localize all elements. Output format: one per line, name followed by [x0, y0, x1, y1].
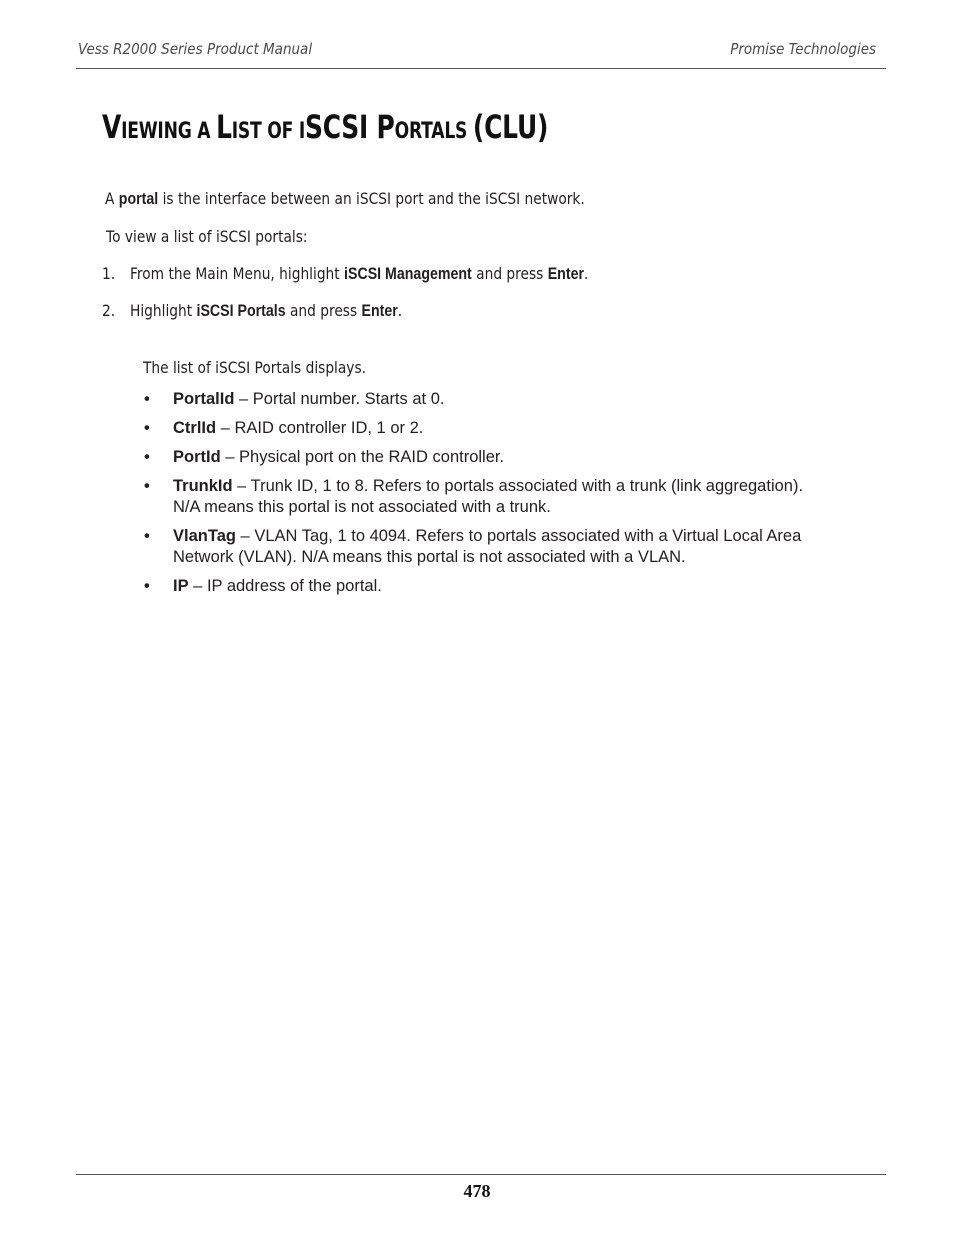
bullet: •: [144, 527, 150, 545]
portal-field-list: [144, 389, 804, 597]
list-intro: The list of iSCSI Portals displays.: [143, 358, 366, 377]
step-2: Highlight iSCSI Portals and press Enter.: [130, 301, 403, 320]
bullet: •: [144, 577, 150, 595]
header-company: Promise Technologies: [730, 40, 876, 58]
page-title: VIEWING A LIST OF ISCSI PORTALS (CLU): [102, 108, 549, 146]
list-item: • TrunkId – Trunk ID, 1 to 8. Refers to portals associated with a trunk (link aggregation). N/A means this portal is not associated with a trunk.: [144, 477, 804, 516]
step-1: From the Main Menu, highlight iSCSI Management and press Enter.: [130, 264, 589, 283]
intro-paragraph: A portal is the interface between an iSCSI port and the iSCSI network.: [105, 189, 585, 208]
header-rule: [76, 68, 886, 69]
header-manual-title: Vess R2000 Series Product Manual: [78, 40, 313, 58]
step-number: 1.: [102, 264, 116, 283]
page-number: 478: [463, 1181, 491, 1201]
bullet: •: [144, 477, 150, 495]
list-item: • VlanTag – VLAN Tag, 1 to 4094. Refers to portals associated with a Virtual Local Area Network (VLAN). N/A means this portal is not associated with a VLAN.: [144, 527, 802, 566]
bullet: •: [144, 390, 150, 408]
list-item: • PortId – Physical port on the RAID controller.: [144, 448, 505, 466]
step-number: 2.: [102, 301, 116, 320]
list-item: • IP – IP address of the portal.: [144, 577, 382, 595]
list-item: • CtrlId – RAID controller ID, 1 or 2.: [144, 419, 424, 437]
footer-rule: [76, 1174, 886, 1175]
list-item: • PortalId – Portal number. Starts at 0.: [144, 390, 445, 408]
bullet: •: [144, 419, 150, 437]
bullet: •: [144, 448, 150, 466]
to-view-paragraph: To view a list of iSCSI portals:: [106, 227, 308, 246]
